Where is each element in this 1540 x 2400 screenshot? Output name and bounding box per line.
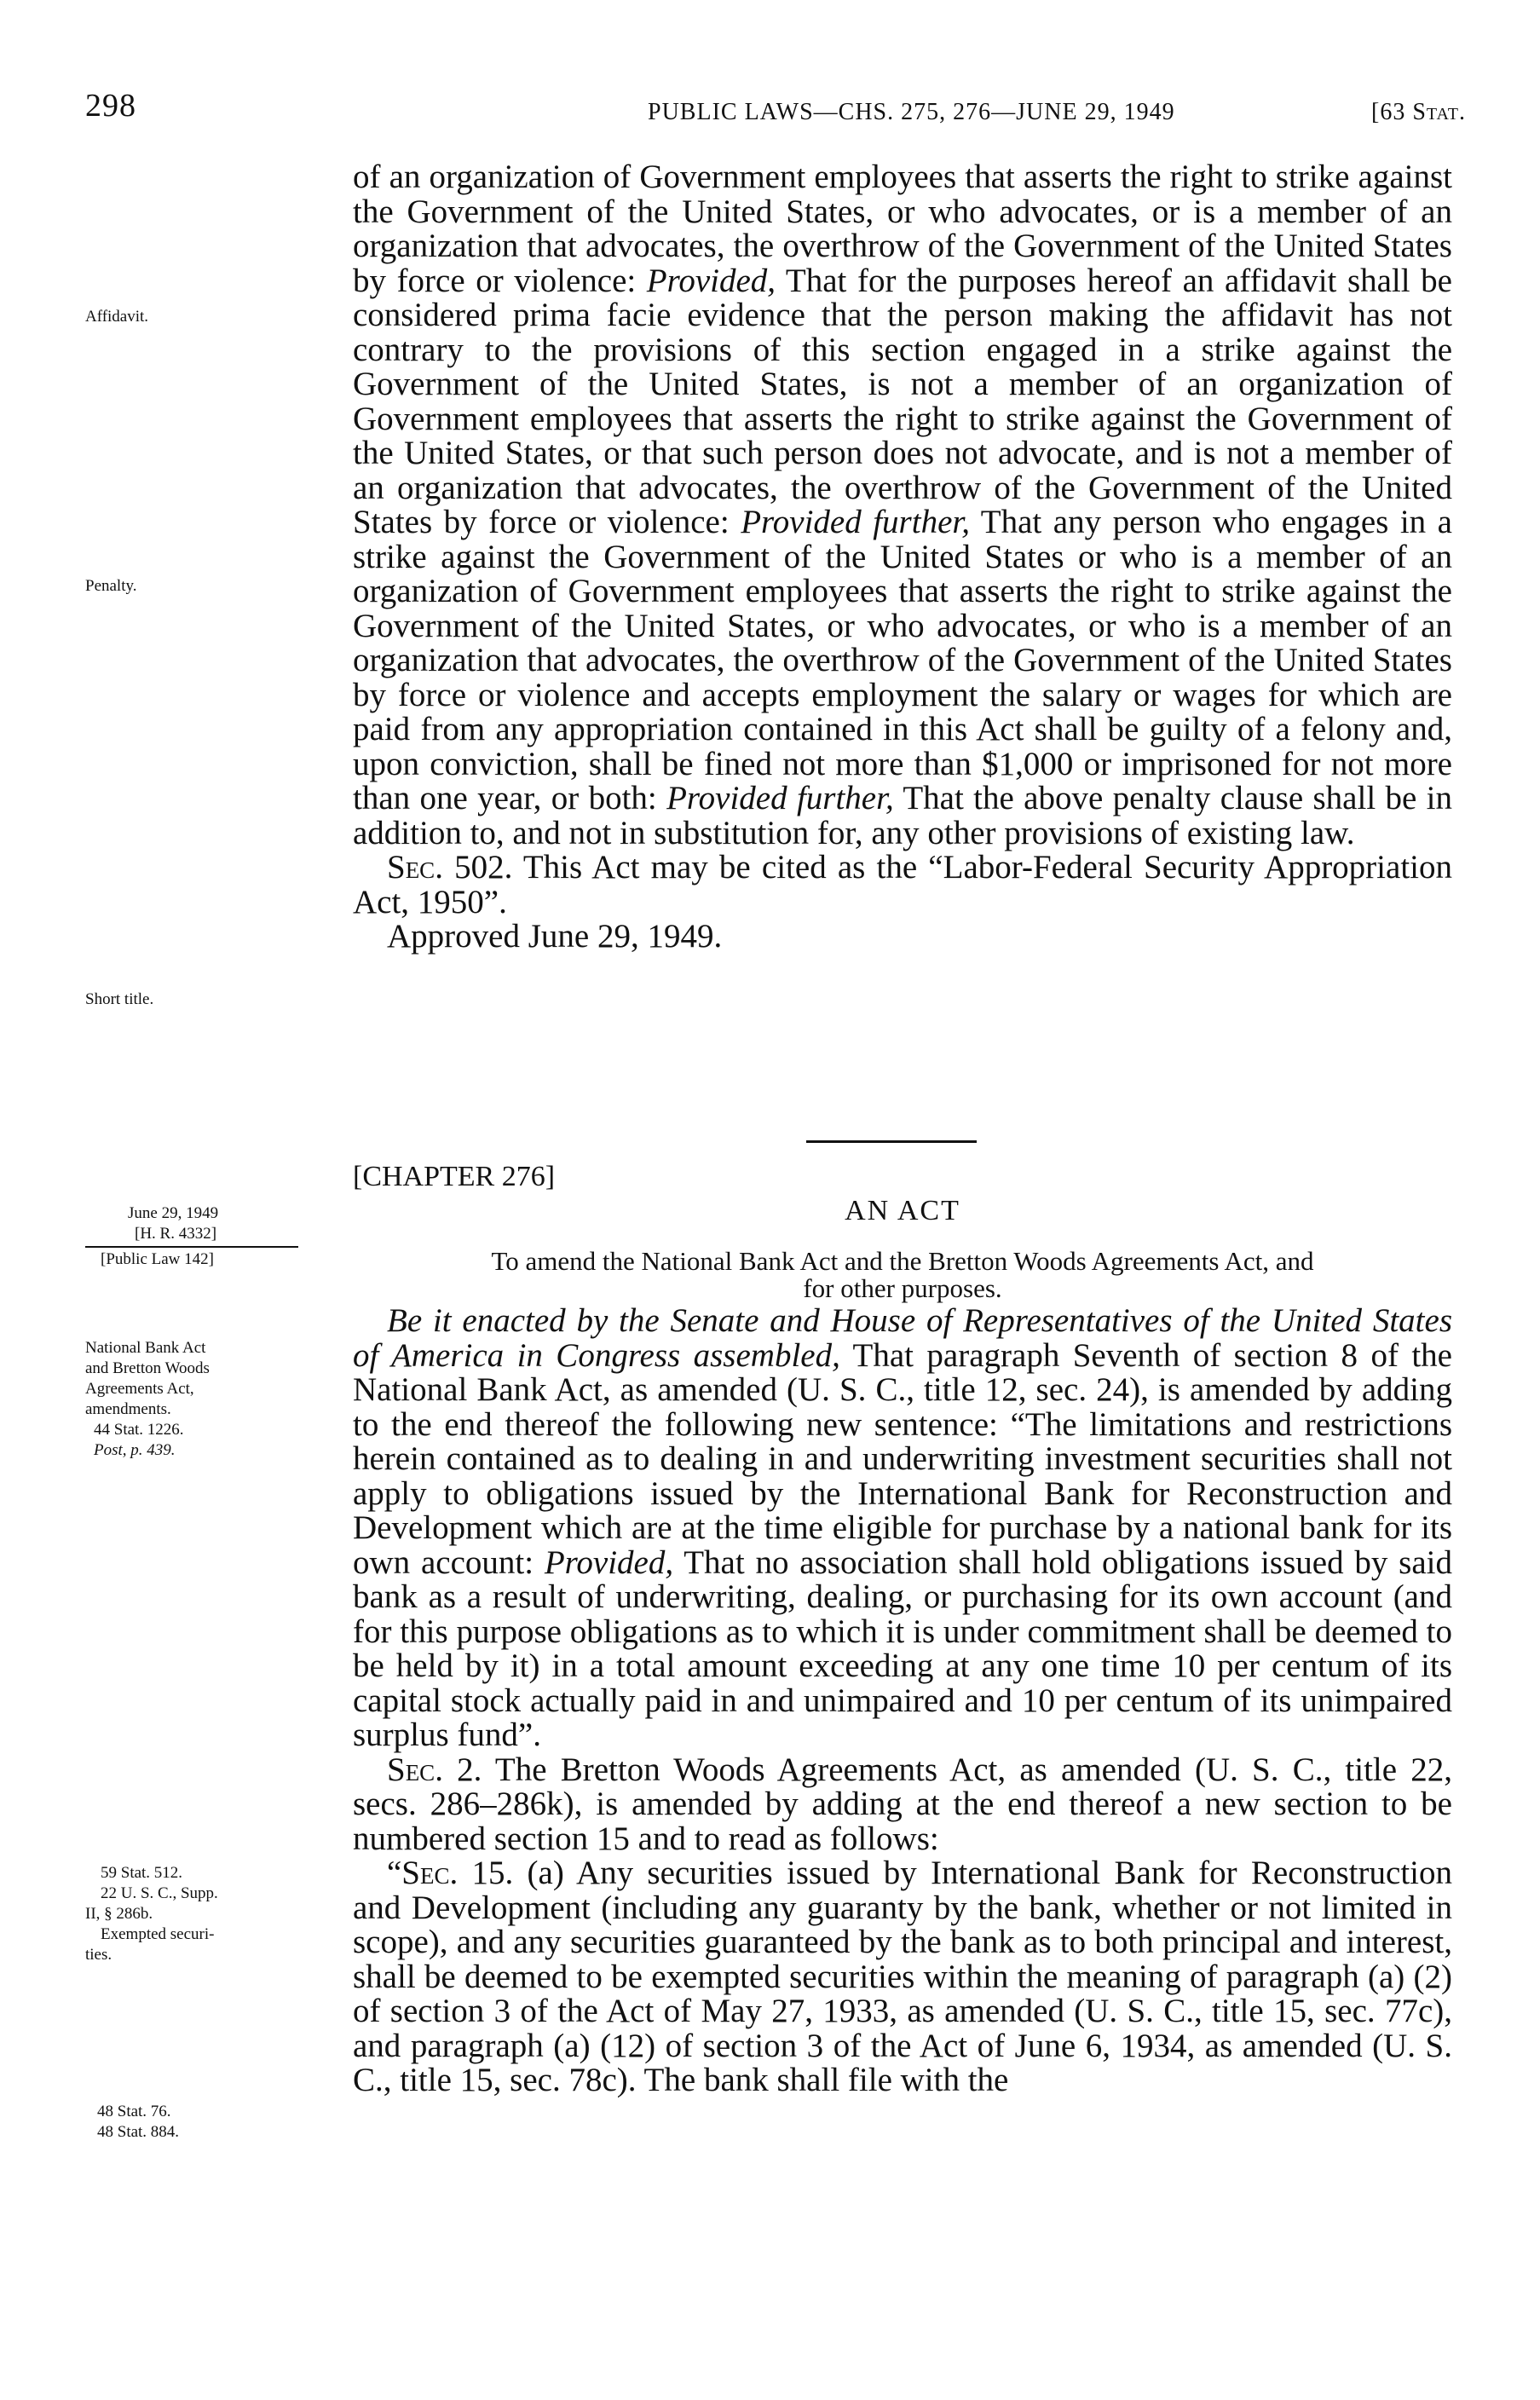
enacting-paragraph: Be it enacted by the Senate and House of Representatives of the United States of America in Congress assembled, That paragraph Seventh of section 8 of the National Bank Act, as amended (U. S. C., title 12, sec. 24), is amended by adding to the end thereof the following new sentence: “The limitations and restrictions herein contained as to dealing in and underwriting investment securities shall not apply to obligations issued by the International Bank for Reconstruction and Development which are at the time eligible for purchase by a national bank for its own account: Provided, That no association shall hold obligations issued by said bank as a result of underwriting, dealing, or purchasing for its own account (and for this purpose obligations as to which it is under commitment shall be deemed to be held by it) in a total amount exceeding at any one time 10 per centum of its capital stock actually paid in and unimpaired and 10 per centum of its unimpaired surplus fund”.	[353, 1302, 1452, 1753]
chapter-date: June 29, 1949	[128, 1204, 219, 1222]
section-15: “Sec. 15. (a) Any securities issued by International Bank for Reconstruction and Development (including any guaranty by the bank, whether or not limited in scope), and any securities guaranteed by the bank as to both principal and interest, shall be deemed to be exempted securities within the meaning of paragraph (a) (2) of section 3 of the Act of May 27, 1933, as amended (U. S. C., title 15, sec. 77c), and paragraph (a) (12) of section 3 of the Act of June 6, 1934, as amended (U. S. C., title 15, sec. 78c). The bank shall file with the	[353, 1855, 1452, 2098]
margin-note-short-title: Short title.	[85, 990, 154, 1008]
margin-note-stat-48: 48 Stat. 76. 48 Stat. 884.	[97, 2103, 180, 2141]
margin-note-chapter-info	[85, 1203, 341, 1270]
margin-note-bretton-woods: 59 Stat. 512. 22 U. S. C., Supp. II, § 286b. Exempted securi- ties.	[85, 1864, 218, 1964]
running-header	[85, 88, 1466, 138]
approved-date: Approved June 29, 1949.	[387, 918, 723, 955]
margin-note-penalty: Penalty.	[85, 577, 137, 595]
margin-note-affidavit: Affidavit.	[85, 308, 149, 326]
section-2: Sec. 2. The Bretton Woods Agreements Act, as amended (U. S. C., title 22, secs. 286–286k), is amended by adding at the end thereof a new section to be numbered section 15 and to read as follows:	[353, 1751, 1452, 1857]
act-label: AN ACT	[845, 1195, 960, 1226]
chapter-bill: [H. R. 4332]	[135, 1225, 217, 1243]
margin-rule	[85, 1246, 298, 1248]
act-description: To amend the National Bank Act and the Bretton Woods Agreements Act, and for other purposes.	[491, 1246, 1314, 1303]
chapter-label: [CHAPTER 276]	[353, 1161, 556, 1192]
chapter-public-law: [Public Law 142]	[101, 1250, 214, 1268]
enacting-clause: Be it enacted by the Senate and House of Representatives of the United States of America in Congress assembled,	[353, 1302, 1452, 1374]
body-text	[353, 160, 1452, 955]
volume-reference: [63 Stat.	[1371, 99, 1466, 125]
act-body-text	[353, 1304, 1452, 2098]
section-502: Sec. 502. This Act may be cited as the “Labor-Federal Security Appropriation Act, 1950”.	[353, 849, 1452, 920]
running-title: PUBLIC LAWS—CHS. 275, 276—JUNE 29, 1949	[648, 99, 1175, 125]
paragraph-continuation: of an organization of Government employees that asserts the right to strike against the Government of the United States, or who advocates, or is a member of an organization that advocates, the overthrow of the Government of the United States by force or violence: Provided, That for the purposes hereof an affidavit shall be considered prima facie evidence that the person making the affidavit has not contrary to the provisions of this section engaged in a strike against the Government of the United States, is not a member of an organization of Government employees that asserts the right to strike against the Government of the United States, or that such person does not advocate, and is not a member of an organization that advocates, the overthrow of the Government of the United States by force or violence: Provided further, That any person who engages in a strike against the Government of the United States or who is a member of an organization of Government employees that asserts the right to strike against the Government of the United States, or who advocates, or who is a member of an organization that advocates, the overthrow of the Government of the United States by force or violence and accepts employment the salary or wages for which are paid from any appropriation contained in this Act shall be guilty of a felony and, upon conviction, shall be fined not more than $1,000 or imprisoned for not more than one year, or both: Provided further, That the above penalty clause shall be in addition to, and not in substitution for, any other provisions of existing law.	[353, 159, 1452, 851]
chapter-heading	[353, 1161, 1452, 1303]
page-number: 298	[85, 88, 136, 124]
section-divider	[806, 1140, 977, 1143]
margin-note-nba: National Bank Act and Bretton Woods Agreements Act, amendments. 44 Stat. 1226. Post, p. 439.	[85, 1339, 210, 1459]
